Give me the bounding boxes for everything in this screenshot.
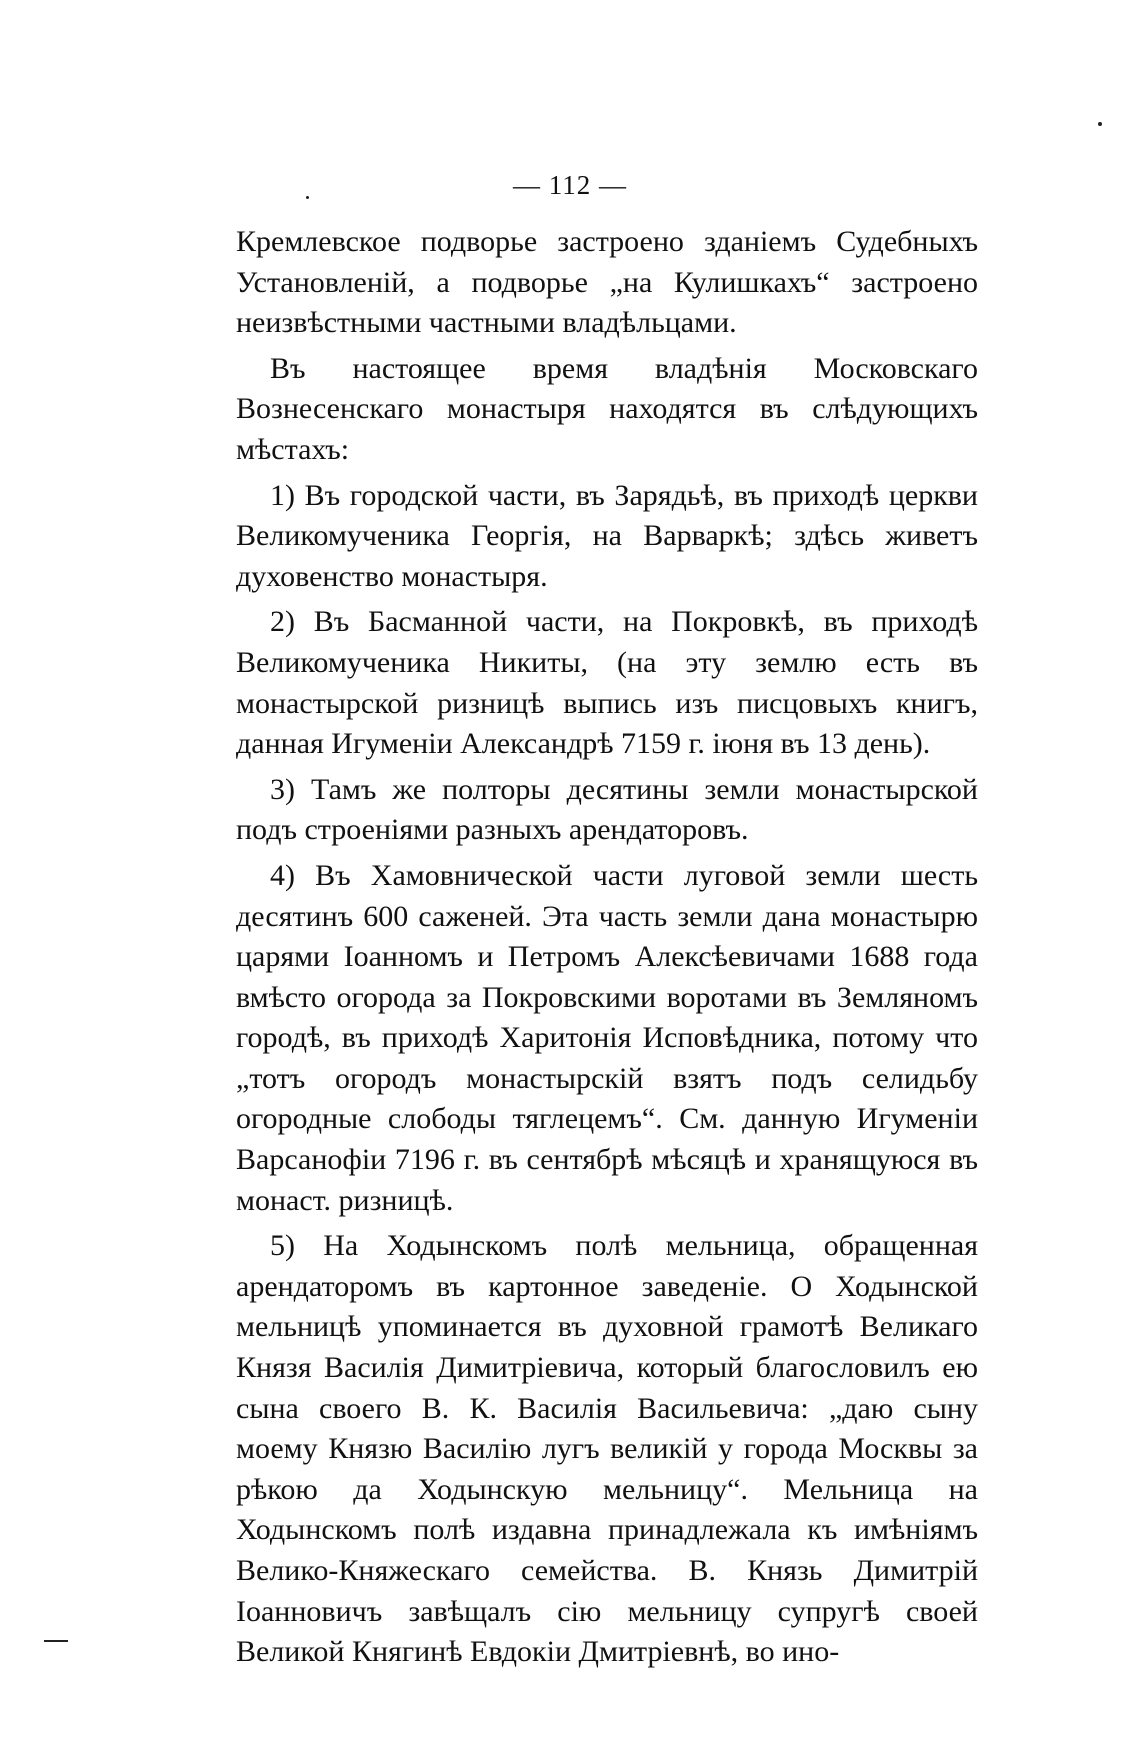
- paragraph-4: 2) Въ Басманной части, на Покровкѣ, въ приходѣ Великомученика Никиты, (на эту землю есть въ монастырской ризницѣ выпись изъ писцовыхъ книгъ, данная Игуменіи Александрѣ 7159 г. іюня въ 13 день).: [236, 605, 978, 761]
- page-body-text: [236, 222, 978, 1678]
- paragraph-1: Кремлевское подворье застроено зданіемъ Судебныхъ Установленій, а подворье „на Кулишкахъ“ застроено неизвѣстными частными владѣльцами.: [236, 225, 978, 340]
- margin-dash: [44, 1640, 68, 1642]
- paragraph-2: Въ настоящее время владѣнія Московскаго Вознесенскаго монастыря находятся въ слѣдующихъ мѣстахъ:: [236, 351, 978, 466]
- paragraph-6: 4) Въ Хамовнической части луговой земли шесть десятинъ 600 саженей. Эта часть земли дана монастырю царями Іоанномъ и Петромъ Алексѣевичами 1688 года вмѣсто огорода за Покровскими воротами въ Земляномъ городѣ, въ приходѣ Харитонія Исповѣдника, потому что „тотъ огородъ монастырскій взятъ подъ селидьбу огородные слободы тяглецемъ“. См. данную Игуменіи Варсанофіи 7196 г. въ сентябрѣ мѣсяцѣ и хранящуюся въ монаст. ризницѣ.: [236, 858, 978, 1217]
- scan-speck: [1098, 122, 1102, 126]
- scan-speck: [306, 196, 309, 199]
- paragraph-3: 1) Въ городской части, въ Зарядьѣ, въ приходѣ церкви Великомученика Георгія, на Варваркѣ; здѣсь живетъ духовенство монастыря.: [236, 478, 978, 593]
- paragraph-7: 5) На Ходынскомъ полѣ мельница, обращенная арендаторомъ въ картонное заведеніе. О Ходынской мельницѣ упоминается въ духовной грамотѣ Великаго Князя Василія Димитріевича, который благословилъ ею сына своего В. К. Василія Васильевича: „даю сыну моему Князю Василію лугъ великій у города Москвы за рѣкою да Ходынскую мельницу“. Мельница на Ходынскомъ полѣ издавна принадлежала къ имѣніямъ Велико-Княжескаго семейства. В. Князь Димитрій Іоанновичъ завѣщалъ сію мельницу супругѣ своей Великой Княгинѣ Евдокіи Дмитріевнѣ, во ино-: [236, 1229, 978, 1669]
- page-number: — 112 —: [513, 170, 627, 200]
- paragraph-5: 3) Тамъ же полторы десятины земли монастырской подъ строеніями разныхъ арендаторовъ.: [236, 772, 978, 847]
